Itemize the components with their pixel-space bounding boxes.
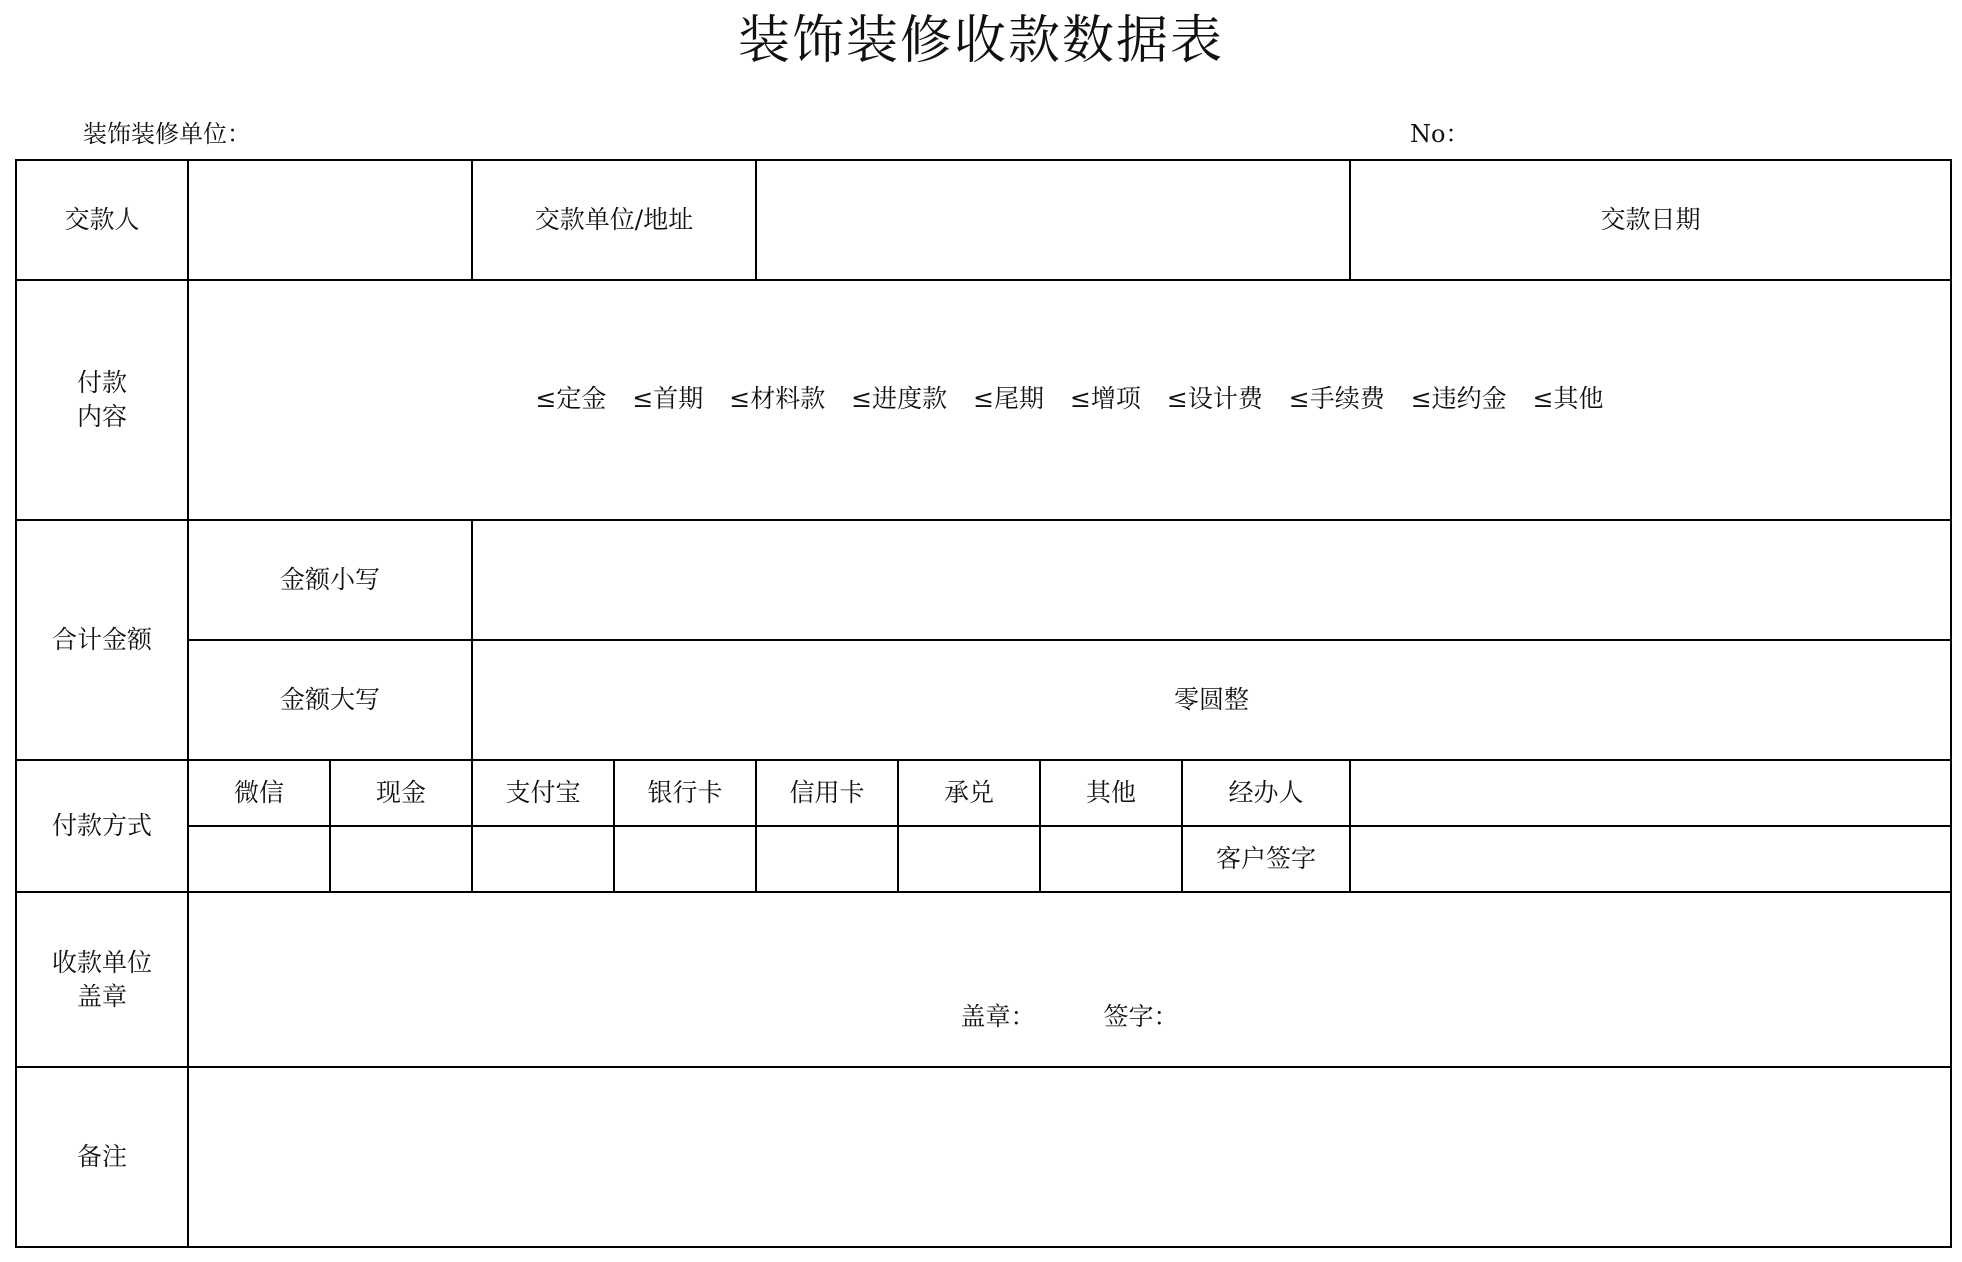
method-bank-card-label: 银行卡 (614, 760, 756, 826)
sign-label: 签字： (1103, 1002, 1179, 1031)
method-bank-card-field[interactable] (614, 826, 756, 892)
payment-date-label: 交款日期 (1350, 160, 1951, 280)
method-credit-card-label: 信用卡 (756, 760, 898, 826)
remarks-row (16, 1067, 1951, 1247)
method-acceptance-label: 承兑 (898, 760, 1040, 826)
method-cash-label: 现金 (330, 760, 472, 826)
receiver-stamp-area[interactable] (188, 892, 1951, 1067)
amount-uppercase-row (16, 640, 1951, 760)
option-progress-payment[interactable]: ≤进度款 (851, 384, 948, 413)
option-additional-items[interactable]: ≤增项 (1069, 384, 1141, 413)
payment-content-option-list (189, 382, 1950, 416)
option-design-fee[interactable]: ≤设计费 (1166, 384, 1263, 413)
option-penalty[interactable]: ≤违约金 (1410, 384, 1507, 413)
option-material-payment[interactable]: ≤材料款 (729, 384, 826, 413)
method-other-label: 其他 (1040, 760, 1182, 826)
option-handling-fee[interactable]: ≤手续费 (1288, 384, 1385, 413)
document-number-label: No： (1410, 120, 1470, 148)
receiver-label-line2: 盖章 (76, 981, 127, 1011)
payer-unit-address-label: 交款单位/地址 (472, 160, 756, 280)
method-wechat-label: 微信 (188, 760, 330, 826)
amount-lowercase-row (16, 520, 1951, 640)
payment-content-options (188, 280, 1951, 520)
amount-uppercase-label: 金额大写 (188, 640, 472, 760)
total-amount-label: 合计金额 (16, 520, 188, 760)
customer-signature-label: 客户签字 (1182, 826, 1350, 892)
option-final-payment[interactable]: ≤尾期 (973, 384, 1045, 413)
handler-field[interactable] (1350, 760, 1951, 826)
payment-content-label (16, 280, 188, 520)
remarks-label: 备注 (16, 1067, 188, 1247)
amount-lowercase-field[interactable] (472, 520, 1951, 640)
amount-lowercase-label: 金额小写 (188, 520, 472, 640)
payer-label: 交款人 (16, 160, 188, 280)
payment-method-value-row (16, 826, 1951, 892)
payer-field[interactable] (188, 160, 472, 280)
handler-label: 经办人 (1182, 760, 1350, 826)
payment-method-header-row (16, 760, 1951, 826)
payment-method-label: 付款方式 (16, 760, 188, 892)
payer-unit-address-field[interactable] (756, 160, 1350, 280)
method-credit-card-field[interactable] (756, 826, 898, 892)
page-title: 装饰装修收款数据表 (737, 11, 1224, 71)
option-deposit[interactable]: ≤定金 (535, 384, 607, 413)
receipt-form-table (15, 159, 1952, 1248)
decoration-unit-label: 装饰装修单位： (83, 120, 251, 148)
stamp-label: 盖章： (960, 1002, 1036, 1031)
stamp-sign-line (189, 1000, 1950, 1034)
payer-row (16, 160, 1951, 280)
method-alipay-label: 支付宝 (472, 760, 614, 826)
amount-uppercase-field[interactable]: 零圆整 (472, 640, 1951, 760)
method-alipay-field[interactable] (472, 826, 614, 892)
option-first-payment[interactable]: ≤首期 (632, 384, 704, 413)
method-cash-field[interactable] (330, 826, 472, 892)
receiver-label-line1: 收款单位 (51, 947, 152, 977)
customer-signature-field[interactable] (1350, 826, 1951, 892)
payment-content-label-line2: 内容 (76, 402, 127, 431)
method-acceptance-field[interactable] (898, 826, 1040, 892)
receiver-row (16, 892, 1951, 1067)
payment-content-label-line1: 付款 (76, 368, 127, 397)
method-wechat-field[interactable] (188, 826, 330, 892)
receiver-label (16, 892, 188, 1067)
payment-content-row (16, 280, 1951, 520)
method-other-field[interactable] (1040, 826, 1182, 892)
remarks-field[interactable] (188, 1067, 1951, 1247)
option-other[interactable]: ≤其他 (1532, 384, 1604, 413)
